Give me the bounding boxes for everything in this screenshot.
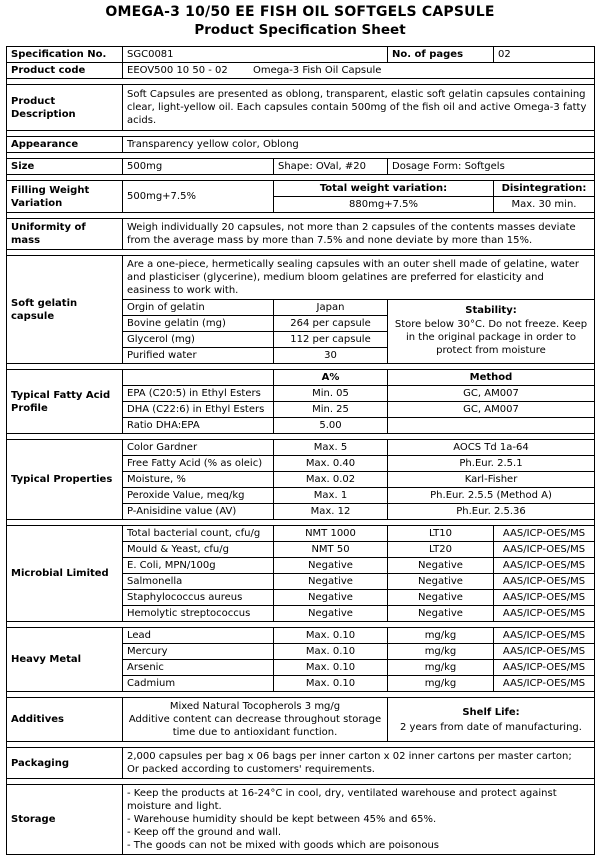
property-method: Ph.Eur. 2.5.36 bbox=[388, 504, 595, 520]
softgel-text: Are a one-piece, hermetically sealing capsules with an outer shell made of gelatine, water and plasticiser (glycerine), medium bloom gelatines are preferred for elasticity and easiness to work with. bbox=[123, 256, 595, 300]
microbial-unit: Negative bbox=[388, 590, 494, 606]
property-value: Max. 5 bbox=[274, 440, 388, 456]
heavy-label: Heavy Metal bbox=[7, 628, 123, 692]
heavy-value: Max. 0.10 bbox=[274, 628, 388, 644]
properties-label: Typical Properties bbox=[7, 440, 123, 520]
property-row bbox=[7, 440, 595, 456]
heavy-name: Mercury bbox=[123, 644, 274, 660]
additives-cell bbox=[123, 698, 388, 742]
size-value: 500mg bbox=[123, 159, 274, 175]
size-label: Size bbox=[7, 159, 123, 175]
heavy-method: AAS/ICP-OES/MS bbox=[494, 628, 595, 644]
storage-line: - Warehouse humidity should be kept between 45% and 65%. bbox=[127, 814, 437, 825]
packaging-row bbox=[7, 748, 595, 779]
fatty-item-name: EPA (C20:5) in Ethyl Esters bbox=[123, 386, 274, 402]
heavy-value: Max. 0.10 bbox=[274, 644, 388, 660]
property-method: Ph.Eur. 2.5.1 bbox=[388, 456, 595, 472]
microbial-label: Microbial Limited bbox=[7, 526, 123, 622]
additives-line-2: Additive content can decrease throughout storage time due to antioxidant function. bbox=[128, 714, 382, 738]
heavy-unit: mg/kg bbox=[388, 676, 494, 692]
property-method: Karl-Fisher bbox=[388, 472, 595, 488]
document-subtitle: Product Specification Sheet bbox=[194, 22, 406, 38]
appearance-value: Transparency yellow color, Oblong bbox=[123, 137, 595, 153]
heavy-unit: mg/kg bbox=[388, 644, 494, 660]
heavy-name: Arsenic bbox=[123, 660, 274, 676]
heavy-method: AAS/ICP-OES/MS bbox=[494, 660, 595, 676]
stability-cell bbox=[388, 300, 595, 364]
storage-row bbox=[7, 785, 595, 855]
microbial-value: Negative bbox=[274, 558, 388, 574]
shelf-life-cell bbox=[388, 698, 595, 742]
appearance-label: Appearance bbox=[7, 137, 123, 153]
microbial-method: AAS/ICP-OES/MS bbox=[494, 558, 595, 574]
microbial-value: Negative bbox=[274, 590, 388, 606]
fatty-col-a: A% bbox=[274, 370, 388, 386]
property-value: Max. 1 bbox=[274, 488, 388, 504]
microbial-name: Staphylococcus aureus bbox=[123, 590, 274, 606]
property-value: Max. 12 bbox=[274, 504, 388, 520]
fatty-item-method bbox=[388, 418, 595, 434]
microbial-method: AAS/ICP-OES/MS bbox=[494, 574, 595, 590]
softgel-item-name: Glycerol (mg) bbox=[123, 332, 274, 348]
pages-label: No. of pages bbox=[388, 47, 494, 63]
description-label: Product Description bbox=[7, 85, 123, 131]
microbial-value: Negative bbox=[274, 606, 388, 622]
description-text: Soft Capsules are presented as oblong, transparent, elastic soft gelatin capsules containing clear, light-yellow oil. Each capsules contain 500mg of the fish oil and active Omega-3 fatty acids. bbox=[123, 85, 595, 131]
packaging-label: Packaging bbox=[7, 748, 123, 779]
shelf-life-value: 2 years from date of manufacturing. bbox=[400, 721, 582, 733]
microbial-unit: Negative bbox=[388, 558, 494, 574]
heavy-name: Lead bbox=[123, 628, 274, 644]
heavy-method: AAS/ICP-OES/MS bbox=[494, 676, 595, 692]
uniformity-label: Uniformity of mass bbox=[7, 219, 123, 250]
fatty-item-value: 5.00 bbox=[274, 418, 388, 434]
fatty-item-name: Ratio DHA:EPA bbox=[123, 418, 274, 434]
product-code-label: Product code bbox=[7, 63, 123, 79]
microbial-name: Total bacterial count, cfu/g bbox=[123, 526, 274, 542]
microbial-name: E. Coli, MPN/100g bbox=[123, 558, 274, 574]
packaging-cell bbox=[123, 748, 595, 779]
total-weight-value: 880mg+7.5% bbox=[274, 197, 494, 213]
stability-label: Stability: bbox=[465, 305, 517, 316]
softgel-item-name: Purified water bbox=[123, 348, 274, 364]
header bbox=[0, 0, 600, 39]
specification-table bbox=[6, 46, 595, 855]
heavy-unit: mg/kg bbox=[388, 628, 494, 644]
shelf-life-label: Shelf Life: bbox=[462, 706, 520, 718]
disintegration-label: Disintegration: bbox=[494, 181, 595, 197]
disintegration-value: Max. 30 min. bbox=[494, 197, 595, 213]
product-code-cell bbox=[123, 63, 595, 79]
microbial-method: AAS/ICP-OES/MS bbox=[494, 542, 595, 558]
microbial-value: NMT 50 bbox=[274, 542, 388, 558]
fatty-col-method: Method bbox=[388, 370, 595, 386]
fatty-item-value: Min. 25 bbox=[274, 402, 388, 418]
property-value: Max. 0.40 bbox=[274, 456, 388, 472]
fatty-item-method: GC, AM007 bbox=[388, 402, 595, 418]
softgel-item-name: Orgin of gelatin bbox=[123, 300, 274, 316]
microbial-unit: Negative bbox=[388, 574, 494, 590]
microbial-name: Salmonella bbox=[123, 574, 274, 590]
description-row bbox=[7, 85, 595, 131]
microbial-method: AAS/ICP-OES/MS bbox=[494, 606, 595, 622]
softgel-item-value: Japan bbox=[274, 300, 388, 316]
property-name: Color Gardner bbox=[123, 440, 274, 456]
heavy-value: Max. 0.10 bbox=[274, 660, 388, 676]
fatty-item-name: DHA (C22:6) in Ethyl Esters bbox=[123, 402, 274, 418]
property-method: Ph.Eur. 2.5.5 (Method A) bbox=[388, 488, 595, 504]
fatty-header-row bbox=[7, 370, 595, 386]
additives-label: Additives bbox=[7, 698, 123, 742]
dosage-value: Dosage Form: Softgels bbox=[388, 159, 595, 175]
microbial-method: AAS/ICP-OES/MS bbox=[494, 526, 595, 542]
storage-line: - Keep the products at 16-24°C in cool, dry, ventilated warehouse and protect against moisture and light. bbox=[127, 788, 557, 812]
spec-no-row bbox=[7, 47, 595, 63]
total-weight-label: Total weight variation: bbox=[274, 181, 494, 197]
heavy-name: Cadmium bbox=[123, 676, 274, 692]
microbial-unit: Negative bbox=[388, 606, 494, 622]
storage-cell bbox=[123, 785, 595, 855]
microbial-method: AAS/ICP-OES/MS bbox=[494, 590, 595, 606]
property-name: Peroxide Value, meq/kg bbox=[123, 488, 274, 504]
microbial-name: Mould & Yeast, cfu/g bbox=[123, 542, 274, 558]
microbial-row bbox=[7, 526, 595, 542]
heavy-method: AAS/ICP-OES/MS bbox=[494, 644, 595, 660]
softgel-item-value: 264 per capsule bbox=[274, 316, 388, 332]
storage-line: - The goods can not be mixed with goods which are poisonous bbox=[127, 840, 440, 851]
heavy-value: Max. 0.10 bbox=[274, 676, 388, 692]
property-method: AOCS Td 1a-64 bbox=[388, 440, 595, 456]
size-row bbox=[7, 159, 595, 175]
microbial-value: Negative bbox=[274, 574, 388, 590]
softgel-intro-row bbox=[7, 256, 595, 300]
property-name: P-Anisidine value (AV) bbox=[123, 504, 274, 520]
filling-label: Filling Weight Variation bbox=[7, 181, 123, 213]
packaging-line-2: Or packed according to customers' requirements. bbox=[127, 764, 375, 775]
fatty-item-method: GC, AM007 bbox=[388, 386, 595, 402]
property-name: Free Fatty Acid (% as oleic) bbox=[123, 456, 274, 472]
uniformity-text: Weigh individually 20 capsules, not more than 2 capsules of the contents masses deviate from the average mass by more than 7.5% and none deviate by more than 15%. bbox=[123, 219, 595, 250]
softgel-label: Soft gelatin capsule bbox=[7, 256, 123, 364]
heavy-row bbox=[7, 628, 595, 644]
fatty-label: Typical Fatty Acid Profile bbox=[7, 370, 123, 434]
filling-value: 500mg+7.5% bbox=[123, 181, 274, 213]
softgel-item-value: 112 per capsule bbox=[274, 332, 388, 348]
spec-no-label: Specification No. bbox=[7, 47, 123, 63]
microbial-unit: LT10 bbox=[388, 526, 494, 542]
fatty-item-value: Min. 05 bbox=[274, 386, 388, 402]
shape-value: Shape: OVal, #20 bbox=[274, 159, 388, 175]
packaging-line-1: 2,000 capsules per bag x 06 bags per inner carton x 02 inner cartons per master carton; bbox=[127, 751, 572, 762]
appearance-row bbox=[7, 137, 595, 153]
spec-no-value: SGC0081 bbox=[123, 47, 388, 63]
property-value: Max. 0.02 bbox=[274, 472, 388, 488]
fatty-header-blank bbox=[123, 370, 274, 386]
softgel-item-value: 30 bbox=[274, 348, 388, 364]
additives-row bbox=[7, 698, 595, 742]
softgel-item-name: Bovine gelatin (mg) bbox=[123, 316, 274, 332]
storage-line: - Keep off the ground and wall. bbox=[127, 827, 282, 838]
product-code-value: EEOV500 10 50 - 02 bbox=[127, 65, 228, 76]
additives-line-1: Mixed Natural Tocopherols 3 mg/g bbox=[169, 701, 341, 712]
microbial-name: Hemolytic streptococcus bbox=[123, 606, 274, 622]
product-name: Omega-3 Fish Oil Capsule bbox=[252, 65, 382, 76]
microbial-value: NMT 1000 bbox=[274, 526, 388, 542]
document-title: OMEGA-3 10/50 EE FISH OIL SOFTGELS CAPSULE bbox=[105, 4, 495, 20]
storage-label: Storage bbox=[7, 785, 123, 855]
microbial-unit: LT20 bbox=[388, 542, 494, 558]
product-code-row bbox=[7, 63, 595, 79]
stability-text: Store below 30°C. Do not freeze. Keep in the original package in order to protect from moisture bbox=[394, 319, 588, 356]
heavy-unit: mg/kg bbox=[388, 660, 494, 676]
filling-row-1 bbox=[7, 181, 595, 197]
pages-value: 02 bbox=[494, 47, 595, 63]
uniformity-row bbox=[7, 219, 595, 250]
property-name: Moisture, % bbox=[123, 472, 274, 488]
